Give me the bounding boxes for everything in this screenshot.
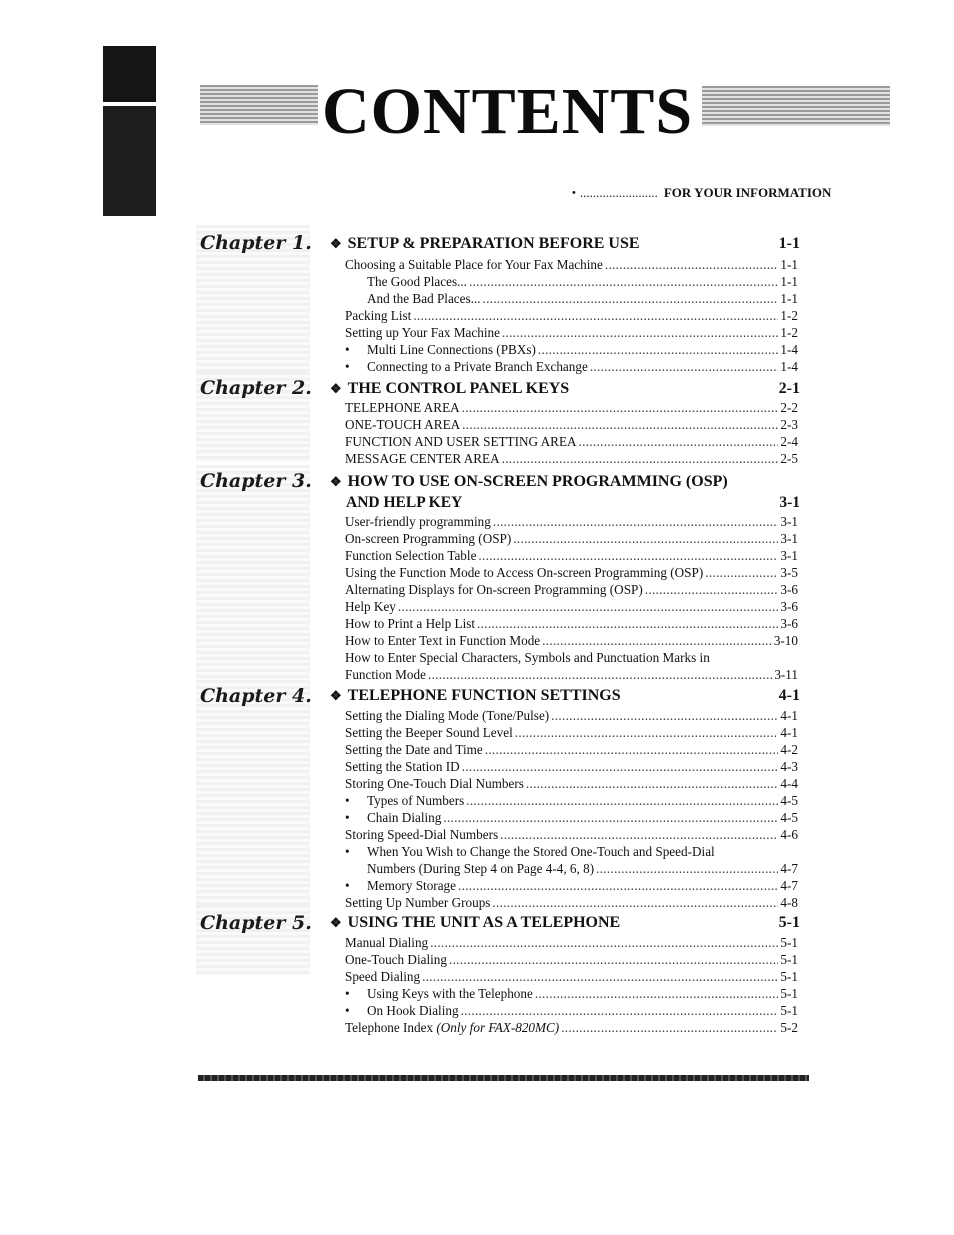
section-page: 1-1 — [778, 235, 800, 252]
toc-entry-page: 1-2 — [780, 308, 798, 323]
toc-entry-title — [345, 775, 524, 792]
toc-entry-page: 3-1 — [780, 548, 798, 563]
toc-entry-title — [345, 666, 426, 683]
toc-entry-title — [345, 433, 577, 450]
toc-entry-title — [345, 416, 460, 433]
toc-entry-page: 5-1 — [780, 969, 798, 984]
toc-entry-title — [345, 632, 540, 649]
dot-leader — [551, 707, 778, 724]
toc-entry — [345, 809, 798, 826]
toc-entry-text: MESSAGE CENTER AREA — [345, 451, 500, 466]
dot-leader — [513, 530, 778, 547]
toc-entry-title — [345, 307, 411, 324]
toc-entry — [345, 877, 798, 894]
bullet-icon: • — [345, 1003, 350, 1018]
dot-leader — [579, 433, 779, 450]
chapter-label: Chapter 5. — [200, 912, 312, 934]
toc-entry — [345, 513, 798, 530]
dot-leader — [462, 399, 779, 416]
section-heading — [330, 687, 800, 705]
section-title: THE CONTROL PANEL KEYS — [347, 380, 570, 397]
dot-leader — [422, 968, 778, 985]
toc-entry-title — [367, 358, 588, 375]
toc-entry-page: 4-3 — [780, 759, 798, 774]
toc-entry — [345, 860, 798, 877]
bottom-rule — [198, 1075, 809, 1081]
toc-entry-title — [367, 843, 715, 860]
toc-list — [345, 399, 798, 467]
toc-entry — [345, 894, 798, 911]
chapter-label: Chapter 4. — [200, 685, 312, 707]
toc-entry-title — [345, 530, 511, 547]
toc-entry-page: 4-5 — [780, 810, 798, 825]
bullet-icon: • — [345, 359, 350, 374]
side-tab-bottom — [103, 106, 156, 216]
toc-entry — [345, 792, 798, 809]
legend-dots: ........................ — [579, 185, 658, 200]
diamond-icon: ❖ — [330, 236, 342, 251]
chapter-label: Chapter 2. — [200, 377, 312, 399]
toc-entry-text: When You Wish to Change the Stored One-Touch and Speed-Dial — [367, 844, 715, 859]
toc-entry — [345, 530, 798, 547]
toc-entry-title — [367, 1002, 459, 1019]
toc-entry-text: Using the Function Mode to Access On-screen Programming (OSP) — [345, 565, 704, 580]
toc-entry-title — [345, 399, 460, 416]
toc-entry-title — [345, 1019, 559, 1036]
toc-entry — [345, 968, 798, 985]
toc-entry-page: 3-6 — [780, 582, 798, 597]
toc-entry-page: 3-1 — [780, 514, 798, 529]
toc-entry-page: 4-7 — [780, 861, 798, 876]
toc-entry-text: Connecting to a Private Branch Exchange — [367, 359, 588, 374]
toc-entry-title — [367, 290, 481, 307]
toc-entry — [345, 951, 798, 968]
section-subheading — [346, 494, 800, 512]
toc-entry — [345, 615, 798, 632]
toc-entry-title — [345, 741, 483, 758]
section-heading — [330, 473, 800, 491]
toc-entry — [345, 273, 798, 290]
toc-entry-title — [367, 860, 594, 877]
toc-entry-text: Setting the Date and Time — [345, 742, 483, 757]
dot-leader — [478, 547, 778, 564]
toc-entry-text: Help Key — [345, 599, 396, 614]
toc-entry-page: 4-1 — [780, 708, 798, 723]
dot-leader — [590, 358, 779, 375]
toc-entry-title — [345, 649, 710, 666]
toc-entry-page: 4-2 — [780, 742, 798, 757]
diamond-icon: ❖ — [330, 474, 342, 489]
toc-entry-page: 2-5 — [780, 451, 798, 466]
toc-entry-title — [345, 581, 643, 598]
dot-leader — [605, 256, 779, 273]
legend-bullet: • — [572, 187, 576, 199]
toc-list — [345, 513, 798, 683]
dot-leader — [500, 826, 778, 843]
dot-leader — [538, 341, 779, 358]
toc-entry-page: 4-8 — [780, 895, 798, 910]
toc-entry-page: 2-4 — [780, 434, 798, 449]
toc-entry-text: The Good Places... — [367, 274, 467, 289]
toc-entry-title — [345, 564, 703, 581]
dot-leader — [705, 564, 778, 581]
toc-entry-title — [345, 513, 491, 530]
toc-entry-title — [367, 985, 533, 1002]
toc-entry-text: Numbers (During Step 4 on Page 4-4, 6, 8) — [367, 861, 595, 876]
toc-list — [345, 256, 798, 375]
toc-entry — [345, 632, 798, 649]
title-hatch-right — [702, 86, 890, 126]
toc-entry-page: 2-3 — [780, 417, 798, 432]
toc-entry-page: 3-11 — [774, 667, 798, 682]
toc-entry-text: User-friendly programming — [345, 514, 491, 529]
page-title: CONTENTS — [322, 75, 694, 148]
dot-leader — [477, 615, 778, 632]
dot-leader — [462, 758, 779, 775]
toc-entry-text: Setting Up Number Groups — [345, 895, 491, 910]
toc-entry-text: ONE-TOUCH AREA — [345, 417, 461, 432]
toc-entry-title — [345, 615, 475, 632]
toc-entry — [345, 433, 798, 450]
toc-entry-title — [367, 809, 441, 826]
dot-leader — [493, 513, 779, 530]
toc-entry-text: Setting up Your Fax Machine — [345, 325, 500, 340]
bullet-icon: • — [345, 342, 350, 357]
diamond-icon: ❖ — [330, 381, 342, 396]
toc-entry-title — [367, 273, 467, 290]
toc-entry-text: How to Enter Text in Function Mode — [345, 633, 541, 648]
dot-leader — [458, 877, 778, 894]
toc-entry-text: FUNCTION AND USER SETTING AREA — [345, 434, 577, 449]
toc-entry-text: Manual Dialing — [345, 935, 429, 950]
toc-entry-text: Using Keys with the Telephone — [367, 986, 533, 1001]
toc-entry-page: 4-5 — [780, 793, 798, 808]
chapter-band — [196, 680, 310, 905]
toc-entry-page: 3-6 — [780, 599, 798, 614]
toc-entry — [345, 341, 798, 358]
toc-entry-title — [345, 826, 498, 843]
toc-entry — [345, 741, 798, 758]
dot-leader — [483, 290, 779, 307]
toc-entry-page: 4-7 — [780, 878, 798, 893]
toc-list — [345, 707, 798, 911]
toc-entry-title — [345, 598, 396, 615]
toc-entry-page: 5-1 — [780, 935, 798, 950]
toc-entry-page: 5-1 — [780, 1003, 798, 1018]
toc-entry-title — [345, 547, 476, 564]
section-page: 3-1 — [779, 494, 800, 511]
toc-entry-text: Speed Dialing — [345, 969, 421, 984]
dot-leader — [461, 1002, 779, 1019]
toc-entry — [345, 416, 798, 433]
section-heading — [330, 914, 800, 932]
dot-leader — [492, 894, 778, 911]
bullet-icon: • — [345, 986, 350, 1001]
toc-entry-title — [367, 341, 536, 358]
dot-leader — [515, 724, 779, 741]
bullet-icon: • — [345, 878, 350, 893]
toc-entry-note: (Only for FAX-820MC) — [436, 1020, 560, 1035]
toc-entry — [345, 358, 798, 375]
toc-entry-text: And the Bad Places... — [367, 291, 481, 306]
bullet-icon: • — [345, 844, 350, 859]
legend-text: FOR YOUR INFORMATION — [663, 185, 832, 200]
section-page: 2-1 — [778, 380, 800, 397]
toc-entry-page: 4-4 — [780, 776, 798, 791]
toc-entry-page: 1-1 — [780, 291, 798, 306]
toc-entry-text: One-Touch Dialing — [345, 952, 447, 967]
toc-entry-title — [345, 324, 500, 341]
toc-entry — [345, 256, 798, 273]
bullet-icon: • — [345, 793, 350, 808]
toc-entry-text: Function Selection Table — [345, 548, 477, 563]
toc-entry-text: Setting the Station ID — [345, 759, 460, 774]
section-title: SETUP & PREPARATION BEFORE USE — [347, 235, 640, 252]
toc-entry — [345, 649, 798, 666]
toc-entry-text: Alternating Displays for On-screen Programming (OSP) — [345, 582, 643, 597]
legend — [572, 185, 831, 201]
toc-entry — [345, 985, 798, 1002]
toc-entry — [345, 775, 798, 792]
toc-list — [345, 934, 798, 1036]
toc-entry — [345, 843, 798, 860]
section-subtitle: AND HELP KEY — [346, 494, 463, 511]
dot-leader — [398, 598, 779, 615]
diamond-icon: ❖ — [330, 915, 342, 930]
dot-leader — [645, 581, 779, 598]
toc-entry-page: 1-4 — [780, 342, 798, 357]
toc-entry-title — [367, 792, 464, 809]
toc-entry-text: Memory Storage — [367, 878, 456, 893]
toc-entry-text: Choosing a Suitable Place for Your Fax Machine — [345, 257, 603, 272]
toc-entry-page: 3-5 — [780, 565, 798, 580]
toc-entry-title — [345, 934, 428, 951]
dot-leader — [428, 666, 772, 683]
dot-leader — [561, 1019, 778, 1036]
toc-entry-title — [345, 894, 490, 911]
toc-entry-page: 1-4 — [780, 359, 798, 374]
toc-entry — [345, 758, 798, 775]
toc-entry-text: TELEPHONE AREA — [345, 400, 460, 415]
dot-leader — [443, 809, 778, 826]
toc-entry — [345, 581, 798, 598]
dot-leader — [502, 324, 778, 341]
toc-entry — [345, 666, 798, 683]
toc-entry-title — [345, 707, 549, 724]
dot-leader — [449, 951, 778, 968]
toc-entry — [345, 826, 798, 843]
toc-entry-text: Setting the Dialing Mode (Tone/Pulse) — [345, 708, 550, 723]
toc-entry-text: Packing List — [345, 308, 412, 323]
toc-entry-title — [367, 877, 456, 894]
toc-entry-title — [345, 256, 603, 273]
toc-entry-page: 1-2 — [780, 325, 798, 340]
toc-entry-text: On-screen Programming (OSP) — [345, 531, 512, 546]
toc-entry-page: 3-1 — [780, 531, 798, 546]
toc-entry-page: 5-1 — [780, 986, 798, 1001]
dot-leader — [596, 860, 778, 877]
toc-entry-text: Telephone Index — [345, 1020, 434, 1035]
toc-entry-page: 5-2 — [780, 1020, 798, 1035]
toc-entry — [345, 1019, 798, 1036]
toc-entry — [345, 724, 798, 741]
toc-entry — [345, 547, 798, 564]
toc-entry-title — [345, 951, 447, 968]
toc-entry — [345, 1002, 798, 1019]
toc-entry-title — [345, 968, 420, 985]
section-title: USING THE UNIT AS A TELEPHONE — [347, 914, 621, 931]
toc-entry — [345, 290, 798, 307]
toc-entry — [345, 707, 798, 724]
dot-leader — [535, 985, 779, 1002]
toc-entry-title — [345, 450, 500, 467]
toc-entry-page: 3-6 — [780, 616, 798, 631]
toc-entry-text: Types of Numbers — [367, 793, 465, 808]
toc-entry-title — [345, 724, 513, 741]
toc-entry — [345, 307, 798, 324]
section-heading — [330, 235, 800, 253]
toc-entry — [345, 324, 798, 341]
toc-entry-page: 1-1 — [780, 257, 798, 272]
dot-leader — [466, 792, 778, 809]
toc-entry-text: Storing One-Touch Dial Numbers — [345, 776, 524, 791]
toc-entry-text: Setting the Beeper Sound Level — [345, 725, 513, 740]
toc-entry — [345, 934, 798, 951]
toc-entry-page: 4-6 — [780, 827, 798, 842]
chapter-band — [196, 465, 310, 680]
dot-leader — [485, 741, 779, 758]
toc-entry — [345, 564, 798, 581]
toc-entry-text: Function Mode — [345, 667, 426, 682]
section-page: 5-1 — [778, 914, 800, 931]
side-tab-top — [103, 46, 156, 102]
diamond-icon: ❖ — [330, 688, 342, 703]
dot-leader — [430, 934, 778, 951]
section-page: 4-1 — [778, 687, 800, 704]
toc-entry-text: Chain Dialing — [367, 810, 442, 825]
toc-entry — [345, 450, 798, 467]
toc-entry-page: 4-1 — [780, 725, 798, 740]
toc-entry-text: Storing Speed-Dial Numbers — [345, 827, 499, 842]
dot-leader — [502, 450, 779, 467]
chapter-label: Chapter 3. — [200, 470, 312, 492]
toc-entry-text: How to Enter Special Characters, Symbols and Punctuation Marks in — [345, 650, 710, 665]
toc-entry — [345, 399, 798, 416]
toc-entry-text: How to Print a Help List — [345, 616, 476, 631]
title-hatch-left — [200, 85, 318, 125]
section-title: HOW TO USE ON-SCREEN PROGRAMMING (OSP) — [347, 473, 728, 490]
section-heading — [330, 380, 800, 398]
dot-leader — [469, 273, 778, 290]
dot-leader — [542, 632, 772, 649]
toc-entry — [345, 598, 798, 615]
chapter-label: Chapter 1. — [200, 232, 312, 254]
bullet-icon: • — [345, 810, 350, 825]
dot-leader — [526, 775, 779, 792]
dot-leader — [462, 416, 778, 433]
toc-entry-page: 3-10 — [773, 633, 798, 648]
toc-entry-page: 2-2 — [780, 400, 798, 415]
toc-entry-text: Multi Line Connections (PBXs) — [367, 342, 536, 357]
toc-entry-text: On Hook Dialing — [367, 1003, 459, 1018]
toc-entry-page: 5-1 — [780, 952, 798, 967]
dot-leader — [413, 307, 778, 324]
section-title: TELEPHONE FUNCTION SETTINGS — [347, 687, 621, 704]
toc-entry-page: 1-1 — [780, 274, 798, 289]
toc-entry-title — [345, 758, 460, 775]
